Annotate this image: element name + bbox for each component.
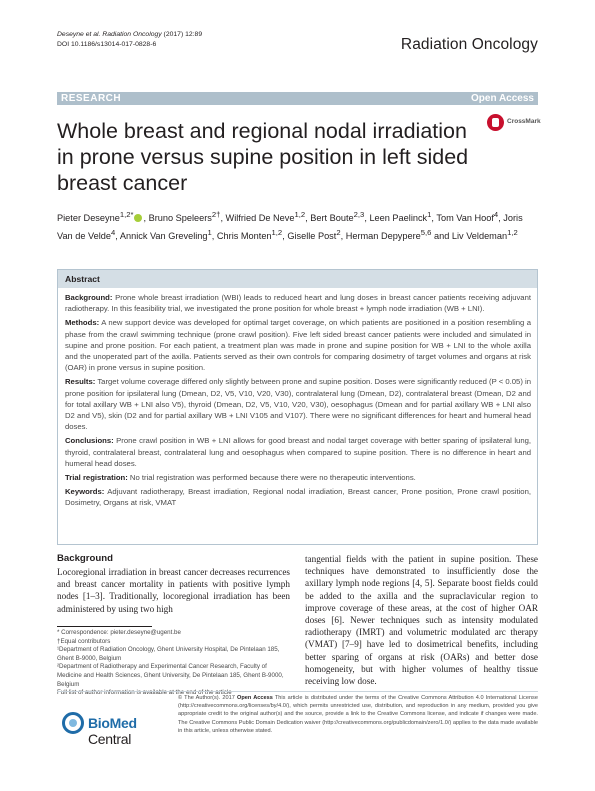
body-column-left [57,553,290,615]
author[interactable]: Wilfried De Neve$^{1,2}$ [225,210,306,224]
author[interactable]: Joris Van de Velde$^4$ [57,213,523,241]
author[interactable]: Bruno Speleers$^{2\dagger}$ [148,210,221,224]
author[interactable]: Chris Monten$^{1,2}$ [216,227,283,241]
footnote-rule [57,626,152,627]
running-head-year: (2017) 12:89 [161,31,203,38]
biomed-central-logo: BioMed Central [62,712,170,738]
running-head-doi: DOI 10.1186/s13014-017-0828-6 [57,41,157,48]
crossmark-icon [487,114,504,131]
abstract-heading: Abstract [65,274,100,284]
abstract-conclusions: Conclusions: Prone crawl position in WB + LNI allows for good breast and nodal target coverage with better sparing of ipsilateral lung, thyroid, contralateral breast, contralateral lung and oesophagus when compared to supine position. There is no difference in heart and humeral head doses. [65,436,531,468]
article-type-label: RESEARCH [61,93,122,104]
body-paragraph: Locoregional irradiation in breast cancer decreases recurrences and breast cancer mortality in patients with positive lymph nodes [1–3]. Traditionally, locoregional irradiation has been administered by using two high [57,567,290,614]
affiliation-2: ²Department of Radiotherapy and Experimental Cancer Research, Faculty of Medicine and Health Sciences, Ghent University, De Pintelaan 185, Ghent B-9000, Belgium [57,663,284,688]
running-head [57,30,202,50]
footnotes [57,629,290,698]
equal-contributors-note: †Equal contributors [57,637,111,645]
section-heading-background: Background [57,553,113,564]
running-head-citation: Deseyne et al. Radiation Oncology [57,31,162,38]
author[interactable]: Giselle Post$^2$ [287,227,341,241]
abstract-header [58,270,537,288]
biomed-central-logo-icon [62,712,84,734]
abstract-box [57,269,538,545]
abstract-results: Results: Target volume coverage differed only slightly between prone and supine position. Doses were significantly reduced (P < 0.05) in prone position for ipsilateral lung (Dmean, D2, V5, V10, V20, V30), contralateral lung (Dmean, D2), contralateral breast (Dmean, D2 and for total axillary WB + LNI also V5), thyroid (Dmean, D2, V5, V10, V20, V30), oesophagus (Dmean and for partial axillary WB + LNI also D2 and V5), skin (D2 and for partial axillary WB + LNI V105 and V107). There were no significant differences for heart and humeral head doses. [65,377,532,432]
crossmark-label: CrossMark [507,118,541,125]
open-access-label: Open Access [471,93,534,104]
abstract-trial-registration: Trial registration: No trial registration was performed because there were no therapeutic interventions. [65,473,416,483]
body-column-right [305,553,538,687]
abstract-keywords: Keywords: Adjuvant radiotherapy, Breast irradiation, Regional nodal irradiation, Breast cancer, Prone position, Prone crawl position, Dosimetry, Organs at risk, VMAT [65,487,531,508]
author[interactable]: Bert Boute$^{2,3}$ [310,210,365,224]
correspondence-note[interactable]: * Correspondence: pieter.deseyne@ugent.be [57,629,181,636]
author-info-note: Full list of author information is available at the end of the article [57,689,232,697]
orcid-icon[interactable] [134,214,142,222]
author-list: Pieter Deseyne$^{1,2*}$ , Bruno Speleers$^{2\dagger}$, Wilfried De Neve$^{1,2}$, Bert Boute$^{2,3}$, Leen Paelinck$^1$, Tom Van Hoof$^4$, Joris Van de Velde$^4$, Annick Van Greveling$^1$, Chris Monten$^{1,2}$, Giselle Post$^2$, Herman Depypere$^{5,6}$ and Liv Veldeman$^{1,2}$ [57,210,523,241]
abstract-methods: Methods: A new support device was developed for optimal target coverage, on which patients are positioned in a position resembling a phase from the crawl swimming technique (prone crawl position). Five left sided breast cancer patients were included and simulated in supine and prone position. For each patient, a treatment plan was made in prone and supine position for WB + LNI to the whole axilla and the unoperated part of the axilla. Patients served as their own controls for comparing dosimetry of target volumes and organs at risk (OAR) in prone versus in supine position. [65,318,531,373]
author[interactable]: Liv Veldeman$^{1,2}$ [451,227,518,241]
license-statement: © The Author(s). 2017 Open Access This article is distributed under the terms of the Creative Commons Attribution 4.0 International License (http://creativecommons.org/licenses/by/4.0/), which permits unrestricted use, distribution, and reproduction in any medium, provided you give appropriate credit to the original author(s) and the source, provide a link to the Creative Commons license, and indicate if changes were made. The Creative Commons Public Domain Dedication waiver (http://creativecommons.org/publicdomain/zero/1.0/) applies to the data made available in this article, unless otherwise stated. [178,695,538,734]
body-paragraph: tangential fields with the patient in supine position. These techniques have demonstrated to insufficiently dose the axillary lymph node regions [4, 5]. Separate boost fields could be added to the axilla and the supraclavicular region to improve coverage of these areas, at the cost of higher OAR doses [6]. Newer techniques such as intensity modulated radiotherapy (IMRT) and volumetric modulated arc therapy (VMAT) [7–9] have led to dosimetrical benefits, including better sparing of organs at risk (OARs) and better dose homogeneity, but with higher volumes of healthy tissue receiving low dose. [305,554,538,687]
affiliation-1: ¹Department of Radiation Oncology, Ghent University Hospital, De Pintelaan 185, Ghent B-9000, Belgium [57,646,280,662]
crossmark-button[interactable] [487,114,551,132]
abstract-background: Background: Prone whole breast irradiation (WBI) leads to reduced heart and lung doses in breast cancer patients receiving adjuvant radiotherapy. In this feasibility trial, we investigated the prone position for whole breast + lymph node irradiation (WB + LNI). [65,293,531,314]
author[interactable]: Tom Van Hoof$^4$ [436,210,499,224]
author[interactable]: Herman Depypere$^{5,6}$ [345,227,432,241]
author[interactable]: Annick Van Greveling$^1$ [119,227,212,241]
author[interactable]: Leen Paelinck$^1$ [369,210,432,224]
article-type-band [57,92,538,105]
abstract-body [65,292,531,512]
journal-name: Radiation Oncology [400,36,538,53]
author[interactable]: Pieter Deseyne$^{1,2*}$ [57,213,143,223]
article-title: Whole breast and regional nodal irradiation in prone versus supine position in left sided breast cancer [57,119,469,195]
